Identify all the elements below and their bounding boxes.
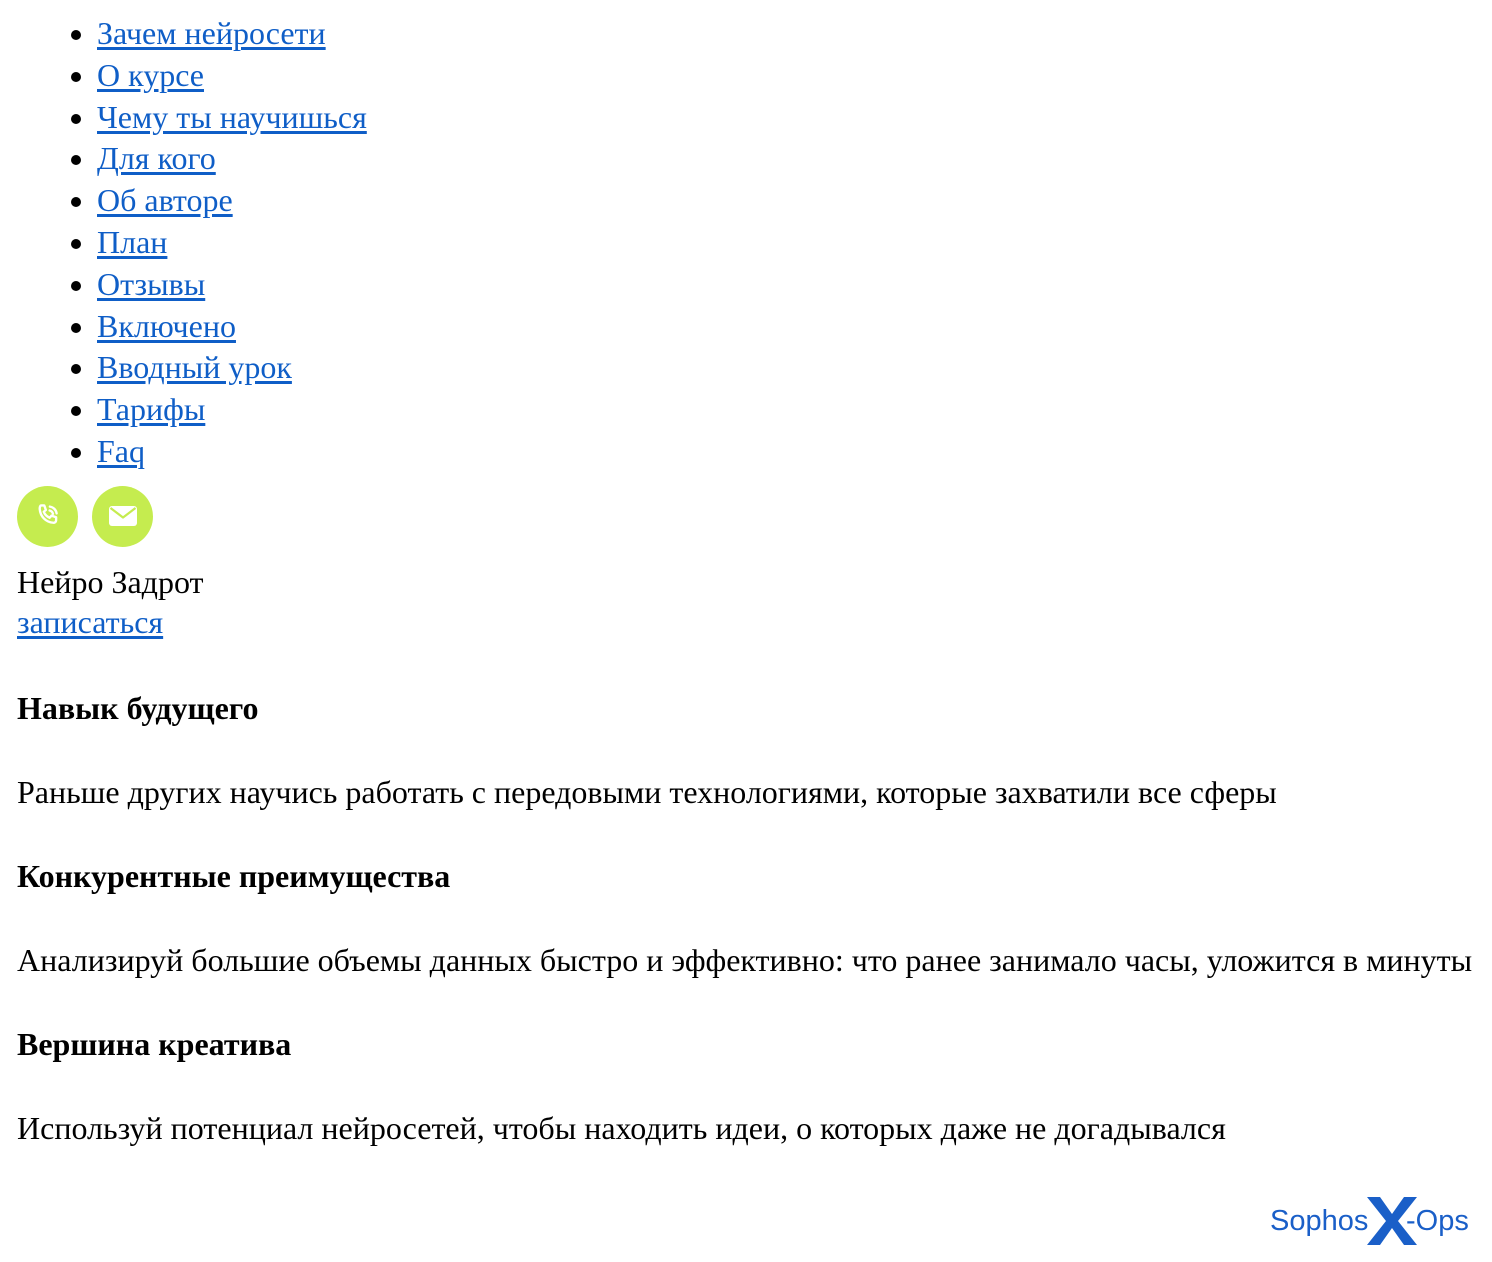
nav-item [97, 97, 1492, 139]
nav-link-included[interactable]: Включено [97, 307, 236, 344]
nav-item [97, 55, 1492, 97]
phone-icon [17, 486, 78, 547]
feature-title: Навык будущего [17, 689, 259, 726]
mail-button[interactable] [92, 486, 153, 547]
nav-item [97, 180, 1492, 222]
sophos-xops-logo [1268, 1192, 1468, 1248]
phone-button[interactable] [17, 486, 85, 547]
nav-link-faq[interactable]: Faq [97, 432, 145, 469]
brand-name: Нейро Задрот [17, 563, 204, 600]
nav-link-for-whom[interactable]: Для кого [97, 140, 216, 177]
contact-buttons [17, 486, 1492, 552]
mail-icon [92, 486, 153, 547]
nav-link-intro-lesson[interactable]: Вводный урок [97, 349, 292, 386]
nav-item [97, 264, 1492, 306]
nav-menu [17, 13, 1492, 473]
nav-link-what-you-learn[interactable]: Чему ты научишься [97, 98, 367, 135]
nav-link-reviews[interactable]: Отзывы [97, 265, 206, 302]
nav-link-about-author[interactable]: Об авторе [97, 182, 233, 219]
nav-item [97, 13, 1492, 55]
feature-title: Конкурентные преимущества [17, 857, 451, 894]
feature-text: Анализируй большие объемы данных быстро и эффективно: что ранее занимало часы, уложится в минуты [17, 941, 1473, 978]
nav-item [97, 306, 1492, 348]
feature-title: Вершина креатива [17, 1025, 292, 1062]
nav-item [97, 389, 1492, 431]
signup-link[interactable]: записаться [17, 603, 164, 640]
nav-item [97, 431, 1492, 473]
feature-text: Раньше других научись работать с передовыми технологиями, которые захватили все сферы [17, 773, 1277, 810]
nav-link-plan[interactable]: План [97, 223, 168, 260]
nav-link-why-neural[interactable]: Зачем нейросети [97, 15, 326, 51]
feature-text: Используй потенциал нейросетей, чтобы находить идеи, о которых даже не догадывался [17, 1109, 1226, 1146]
logo-text-left: Sophos [1270, 1205, 1369, 1237]
features-section [17, 688, 1492, 1148]
nav-link-about-course[interactable]: О курсе [97, 56, 204, 93]
logo-text-right: -Ops [1406, 1205, 1468, 1237]
nav-item [97, 222, 1492, 264]
nav-item [97, 138, 1492, 180]
nav-link-pricing[interactable]: Тарифы [97, 391, 206, 428]
page [17, 0, 1492, 1148]
nav-item [97, 347, 1492, 389]
